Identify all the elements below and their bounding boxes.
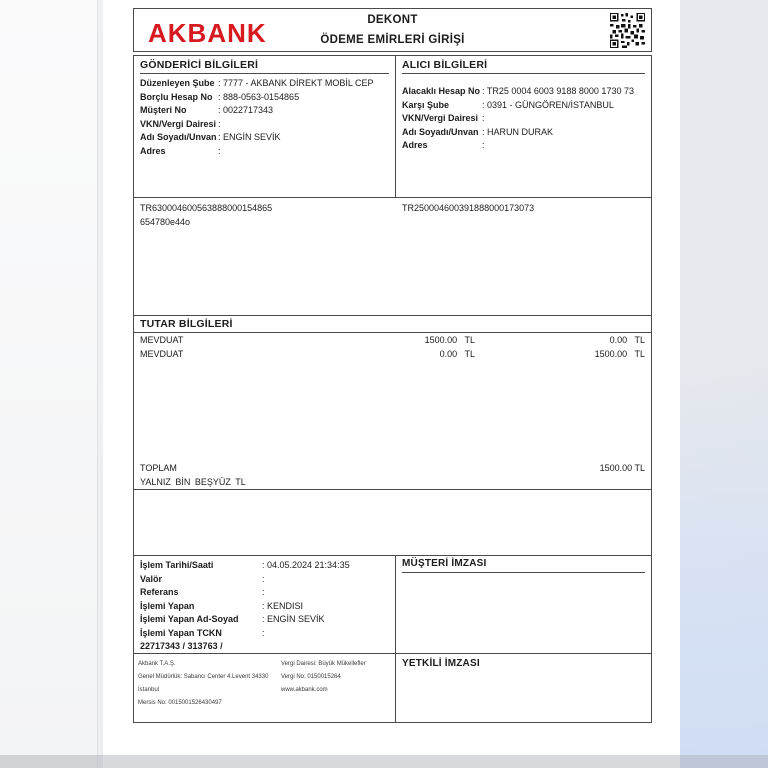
document-subtitle: ÖDEME EMİRLERİ GİRİŞİ	[320, 34, 465, 46]
field-label: Borçlu Hesap No	[140, 91, 213, 102]
field-label: Karşı Şube	[402, 99, 450, 110]
field-value: :	[262, 573, 265, 584]
field-label: Valör	[140, 573, 163, 584]
parties-row	[134, 56, 651, 198]
field-value: :	[482, 113, 485, 123]
bank-legal-name: Akbank T.A.Ş.	[138, 661, 176, 667]
field-value: : KENDISI	[262, 600, 304, 611]
receiver-field-row	[402, 85, 645, 99]
transaction-field-row	[140, 559, 389, 573]
field-label: İşlemi Yapan TCKN	[140, 627, 222, 638]
field-value: : ENGİN SEVİK	[218, 132, 281, 142]
receiver-iban: TR250004600391888000173073	[402, 203, 535, 213]
transaction-details-section	[134, 556, 395, 654]
transaction-field-row	[140, 613, 389, 627]
smallprint-right-column	[281, 658, 391, 718]
bank-mersis-no: Mersis No: 0015001526430497	[138, 700, 222, 706]
field-label: Alacaklı Hesap No	[402, 86, 481, 96]
field-value: : 888-0563-0154865	[218, 91, 300, 102]
sender-field-row	[140, 104, 389, 118]
sender-field-row	[140, 145, 389, 159]
total-row	[140, 462, 645, 476]
customer-signature-section	[396, 556, 651, 654]
transaction-field-row	[140, 573, 389, 587]
receiver-field-row	[402, 126, 645, 140]
field-label: Adı Soyadı/Unvan	[402, 126, 479, 137]
amount-debit: 0.00 TL	[439, 348, 475, 359]
field-label: Müşteri No	[140, 105, 187, 115]
bank-city: İstanbul	[138, 687, 160, 693]
backdrop-left-strip	[0, 0, 98, 768]
field-label: VKN/Vergi Dairesi	[402, 113, 479, 123]
field-value: : 7777 - AKBANK DİREKT MOBİL CEP	[218, 78, 374, 88]
field-value: : HARUN DURAK	[482, 126, 554, 137]
total-block	[134, 462, 651, 489]
total-value: 1500.00 TL	[599, 463, 645, 473]
bank-headquarters: Genel Müdürlük: Sabancı Center 4.Levent 34330	[138, 674, 269, 680]
bank-tax-office: Vergi Dairesi: Büyük Mükellefler	[281, 661, 366, 667]
receiver-field-row	[402, 99, 645, 113]
field-value: :	[218, 118, 221, 129]
field-label: Düzenleyen Şube	[140, 78, 215, 88]
field-value: :	[482, 140, 485, 150]
receiver-field-row	[402, 112, 645, 126]
amount-name: MEVDUAT	[140, 335, 184, 345]
smallprint-left-column	[138, 658, 281, 718]
amount-debit: 1500.00 TL	[424, 335, 475, 345]
authorized-signature-title: YETKİLİ İMZASI	[402, 658, 480, 669]
blank-row	[134, 490, 651, 556]
field-label: Adres	[140, 145, 166, 156]
receipt-sheet	[103, 0, 680, 768]
amounts-section	[134, 316, 651, 490]
receipt-header	[133, 8, 652, 52]
amount-credit: 0.00 TL	[609, 335, 645, 345]
bottom-left-column	[134, 556, 396, 722]
sender-iban-block	[134, 198, 396, 315]
transaction-reference-line: 22717343 / 313763 /	[140, 641, 223, 651]
bank-smallprint-section	[134, 654, 395, 722]
bank-website: www.akbank.com	[281, 687, 328, 693]
transaction-field-row	[140, 600, 389, 614]
field-label: Referans	[140, 587, 179, 597]
amounts-section-title: TUTAR BİLGİLERİ	[134, 318, 651, 333]
field-value: : 0391 - GÜNGÖREN/İSTANBUL	[482, 99, 614, 110]
sender-reference: 654780e44o	[140, 216, 191, 227]
total-label: TOPLAM	[140, 463, 177, 473]
field-label: Adres	[402, 140, 428, 150]
amount-row	[134, 334, 651, 348]
customer-signature-title: MÜŞTERİ İMZASI	[402, 558, 645, 573]
receiver-field-row	[402, 139, 645, 153]
amount-in-words: YALNIZ BİN BEŞYÜZ TL	[140, 476, 246, 487]
receipt-body-table	[133, 55, 652, 723]
field-label: VKN/Vergi Dairesi	[140, 118, 217, 129]
amount-row	[134, 348, 651, 362]
field-value: : 0022717343	[218, 105, 274, 115]
sender-section	[134, 56, 396, 197]
sender-field-row	[140, 131, 389, 145]
field-value: :	[262, 587, 265, 597]
field-value: : 04.05.2024 21:34:35	[262, 560, 350, 570]
bottom-row	[134, 556, 651, 722]
amount-name: MEVDUAT	[140, 348, 184, 359]
amount-credit: 1500.00 TL	[594, 348, 645, 359]
sender-section-title: GÖNDERİCİ BİLGİLERİ	[140, 59, 389, 74]
transaction-field-row	[140, 586, 389, 600]
iban-row	[134, 198, 651, 316]
field-label: İşlemi Yapan Ad-Soyad	[140, 614, 239, 624]
akbank-logo: AKBANK	[148, 18, 267, 48]
backdrop-blue-corner	[680, 368, 768, 768]
field-label: Adı Soyadı/Unvan	[140, 132, 217, 142]
field-label: İşlem Tarihi/Saati	[140, 560, 214, 570]
sender-iban: TR630004600563888000154865	[140, 203, 273, 213]
field-value: : TR25 0004 6003 9188 8000 1730 73	[482, 86, 634, 96]
receiver-section	[396, 56, 651, 197]
document-type-title: DEKONT	[367, 14, 418, 26]
field-value: : ENGİN SEVİK	[262, 614, 325, 624]
sender-field-row	[140, 91, 389, 105]
backdrop-bottom-band	[0, 755, 768, 768]
receiver-section-title: ALICI BİLGİLERİ	[402, 59, 645, 74]
transaction-field-row	[140, 627, 389, 641]
bank-tax-no: Vergi No: 0150015264	[281, 674, 341, 680]
qr-code-icon	[610, 13, 645, 48]
sender-field-row	[140, 77, 389, 91]
field-label: İşlemi Yapan	[140, 600, 195, 611]
authorized-signature-section	[396, 654, 651, 722]
field-value: :	[218, 145, 221, 156]
field-value: :	[262, 627, 265, 638]
receiver-fields	[402, 85, 645, 153]
receiver-iban-block	[396, 198, 651, 315]
bottom-right-column	[396, 556, 651, 722]
sender-field-row	[140, 118, 389, 132]
